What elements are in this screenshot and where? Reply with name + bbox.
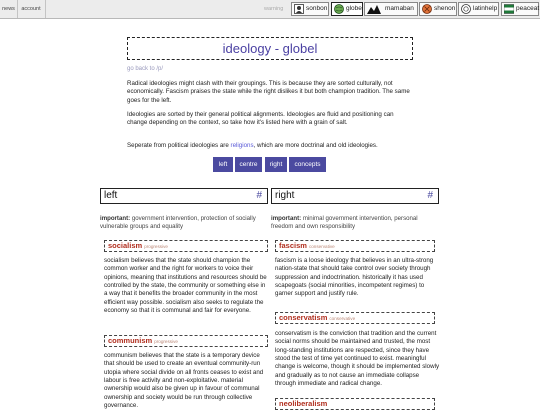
site-button-latinhelp[interactable]	[458, 2, 499, 16]
warning-link[interactable]: warning	[264, 6, 284, 12]
ideology-description-communism: communism believes that the state is a temporary device that should be used to create an eventual community-run utopia where social divide on all fronts ceases to exist and labour is free activity and non-exploitative. material ownership would also be given up in favour of communal ownership and society would be run through collective governance.	[104, 352, 264, 410]
religions-text-before: Seperate from political ideologies are	[127, 142, 231, 149]
religions-text-after: , which are more doctrinal and old ideologies.	[253, 142, 378, 149]
site-button-sonbon[interactable]	[291, 2, 329, 16]
right-important-note	[271, 215, 439, 231]
latinhelp-icon	[461, 4, 471, 14]
ideology-tag: conservative	[329, 316, 356, 321]
site-label: globel	[346, 5, 364, 12]
ideology-heading-communism	[104, 335, 268, 347]
nav-left-button[interactable]: left	[213, 157, 233, 172]
site-button-globel[interactable]	[331, 2, 363, 16]
left-anchor-link[interactable]: #	[256, 190, 262, 201]
ideology-name: conservatism	[279, 313, 328, 322]
top-bar	[0, 0, 540, 19]
ideology-tag: progressive	[144, 244, 168, 249]
ideology-tag: conservative	[308, 244, 335, 249]
ideology-name: neoliberalism	[279, 399, 328, 408]
left-column-heading	[100, 188, 268, 204]
back-link[interactable]: go back to /p/	[127, 66, 164, 72]
ideology-description-conservatism: conservatism is the conviction that tradition and the current social norms should be maintained and trusted, the most long-standing institutions are respected, since they have stood the test of time yet continued to exist. meaningful change is welcome, though it should be implemented slowly and gradually as to not cause an immediate collapse through immediate and radical change.	[275, 330, 440, 388]
peaceat-icon	[504, 4, 514, 14]
site-label: shenon	[434, 5, 456, 12]
ideology-description-socialism: socialism believes that the state should champion the common worker and the right for workers to voice their opinions, meaning that institutions and resources should be controlled by the state, the community or something else in a way that it benefits the broader community in the most efficient way possible. socialism also seeks to regulate the economy so that it is communal and fair for everyone.	[104, 257, 267, 315]
sonbon-icon	[294, 4, 304, 14]
ideology-heading-fascism	[275, 240, 435, 252]
site-button-peaceat[interactable]	[501, 2, 539, 16]
religions-paragraph	[127, 142, 412, 150]
site-label: sonbon	[306, 5, 328, 12]
sorting-paragraph: Ideologies are sorted by their general political alignments. Ideologies are fluid and positioning can change depending on the context, so take how it's listed here with a grain of salt.	[127, 111, 394, 127]
left-important-note	[100, 215, 268, 231]
nav-centre-button[interactable]: centre	[235, 157, 262, 172]
ideology-tag: progressive	[154, 339, 178, 344]
left-column-title: left	[104, 190, 118, 201]
site-label: mamaban	[385, 5, 414, 12]
important-label: important:	[271, 215, 302, 222]
news-link[interactable]: news	[0, 0, 18, 18]
nav-right-button[interactable]: right	[265, 157, 287, 172]
nav-concepts-button[interactable]: concepts	[289, 157, 326, 172]
right-column-heading	[271, 188, 439, 204]
site-label: latinhelp	[473, 5, 498, 12]
globel-icon	[334, 4, 344, 14]
account-link[interactable]: account	[17, 0, 46, 18]
ideology-heading-conservatism	[275, 312, 435, 324]
site-button-shenon[interactable]	[419, 2, 457, 16]
ideology-heading-neoliberalism	[275, 398, 435, 410]
intro-paragraph: Radical ideologies might clash with their groupings. This is because they are sorted culturally, not economically. Fascism praises the state while the right dislikes it but both champion tradition. The same goes for the left.	[127, 80, 410, 104]
shenon-icon	[422, 4, 432, 14]
right-anchor-link[interactable]: #	[427, 190, 433, 201]
site-label: peaceat	[516, 5, 540, 12]
mamaban-icon	[367, 4, 381, 14]
ideology-description-fascism: fascism is a loose ideology that believes in an ultra-strong nation-state that should take control over society through suppression and indoctrination. historically it has used scapegoats (social minorities, incompetent regimes) to garner support and justify rule.	[275, 257, 434, 298]
important-text: government intervention, protection of socially vulnerable groups and equality	[100, 215, 256, 231]
religions-link[interactable]: religions	[230, 142, 254, 149]
ideology-name: fascism	[279, 241, 307, 250]
ideology-name: communism	[108, 336, 153, 345]
site-button-mamaban[interactable]	[364, 2, 418, 16]
page-title: ideology - globel	[127, 37, 413, 60]
ideology-heading-socialism	[104, 240, 268, 252]
important-text: minimal government intervention, personal freedom and own responsibility	[271, 215, 418, 231]
important-label: important:	[100, 215, 131, 222]
right-column-title: right	[275, 190, 295, 201]
ideology-name: socialism	[108, 241, 143, 250]
